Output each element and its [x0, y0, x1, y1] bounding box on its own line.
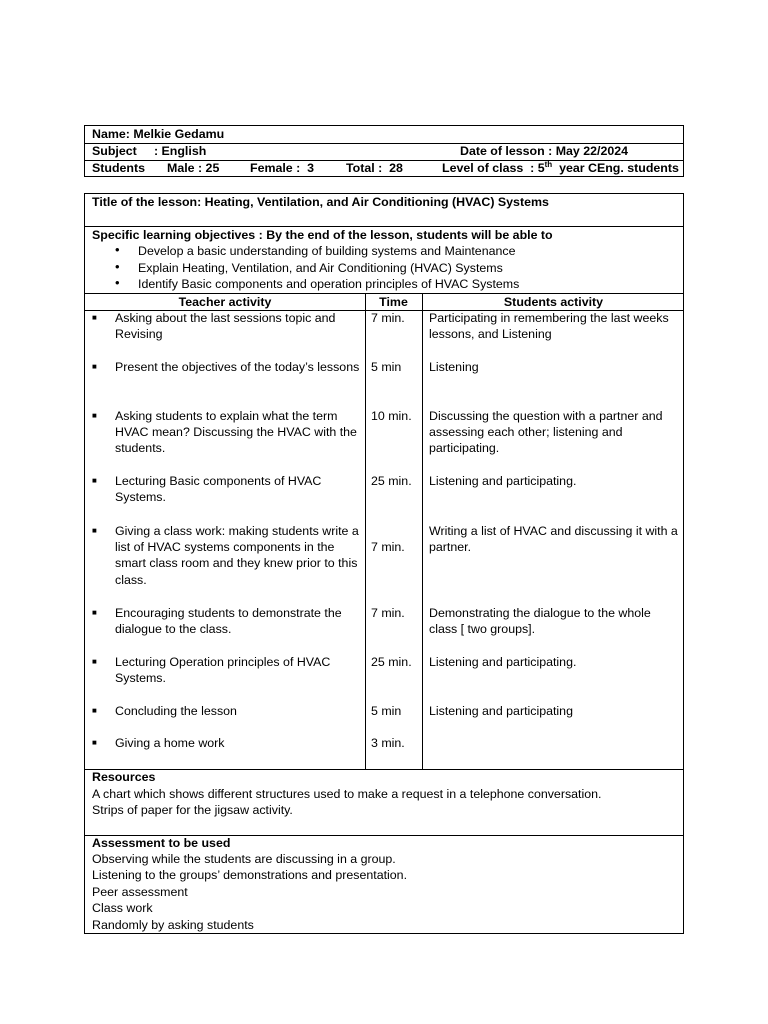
- assessment-item: Peer assessment: [92, 885, 188, 899]
- level-of-class: [442, 160, 679, 177]
- level-suffix: year CEng. students: [552, 161, 679, 175]
- assessment-item: Listening to the groups’ demonstrations and presentation.: [92, 868, 408, 882]
- teacher-activity-header: Teacher activity: [178, 295, 272, 309]
- time-cell: 25 min.: [371, 655, 412, 669]
- objective-item: Explain Heating, Ventilation, and Air Conditioning (HVAC) Systems: [138, 261, 503, 275]
- time-cell: 3 min.: [371, 736, 405, 750]
- header-row-students: [85, 160, 683, 177]
- date-of-lesson: Date of lesson : May 22/2024: [460, 144, 629, 158]
- students-activity-cell: Listening: [429, 360, 479, 374]
- time-cell: 10 min.: [371, 409, 412, 423]
- column-divider: [422, 293, 423, 769]
- square-bullet-icon: ■: [92, 411, 97, 420]
- level-prefix: Level of class : 5: [442, 161, 545, 175]
- students-activity-cell: Listening and participating: [429, 704, 573, 718]
- objective-item: Develop a basic understanding of building systems and Maintenance: [138, 244, 516, 258]
- assessment-item: Randomly by asking students: [92, 918, 254, 932]
- subject-label: Subject : English: [92, 144, 207, 158]
- header-row-subject: [85, 143, 683, 160]
- square-bullet-icon: ■: [92, 657, 97, 666]
- square-bullet-icon: ■: [92, 738, 97, 747]
- female-count: Female : 3: [250, 161, 315, 175]
- time-cell: 7 min.: [371, 540, 405, 554]
- square-bullet-icon: ■: [92, 706, 97, 715]
- resources-heading: Resources: [92, 770, 156, 784]
- teacher-activity-cell: Concluding the lesson: [115, 704, 237, 718]
- teacher-activity-cell: Present the objectives of the today’s lessons: [115, 360, 360, 374]
- square-bullet-icon: ■: [92, 476, 97, 485]
- teacher-activity-cell: Lecturing Operation principles of HVAC Systems.: [115, 655, 331, 686]
- teacher-activity-cell: Lecturing Basic components of HVAC Systems.: [115, 474, 322, 505]
- students-activity-cell: Demonstrating the dialogue to the whole class [ two groups].: [429, 606, 651, 637]
- lesson-header-box: [84, 125, 684, 177]
- students-activity-cell: Listening and participating.: [429, 655, 577, 669]
- assessment-heading: Assessment to be used: [92, 836, 231, 850]
- total-count: Total : 28: [346, 161, 403, 175]
- time-cell: 7 min.: [371, 606, 405, 620]
- square-bullet-icon: ■: [92, 313, 97, 322]
- time-cell: 5 min: [371, 704, 402, 718]
- square-bullet-icon: ■: [92, 362, 97, 371]
- teacher-activity-cell: Asking students to explain what the term HVAC mean? Discussing the HVAC with the students.: [115, 409, 357, 456]
- students-label: Students: [92, 161, 146, 175]
- assessment-item: Observing while the students are discussing in a group.: [92, 852, 396, 866]
- bullet-icon: •: [115, 259, 120, 274]
- header-row-name: [85, 126, 683, 143]
- level-superscript: th: [544, 159, 553, 169]
- objective-item: Identify Basic components and operation principles of HVAC Systems: [138, 277, 520, 291]
- column-divider: [365, 293, 366, 769]
- teacher-activity-cell: Giving a class work: making students write a list of HVAC systems components in the smart class room and they knew prior to this class.: [115, 524, 359, 587]
- lesson-title: Title of the lesson: Heating, Ventilation, and Air Conditioning (HVAC) Systems: [92, 195, 549, 209]
- students-activity-header: Students activity: [503, 295, 604, 309]
- assessment-item: Class work: [92, 901, 153, 915]
- students-activity-cell: Listening and participating.: [429, 474, 577, 488]
- teacher-activity-cell: Encouraging students to demonstrate the dialogue to the class.: [115, 606, 342, 637]
- teacher-activity-cell: Asking about the last sessions topic and Revising: [115, 311, 336, 342]
- square-bullet-icon: ■: [92, 526, 97, 535]
- resource-item: Strips of paper for the jigsaw activity.: [92, 803, 293, 817]
- teacher-name: Name: Melkie Gedamu: [92, 127, 225, 141]
- square-bullet-icon: ■: [92, 608, 97, 617]
- bullet-icon: •: [115, 275, 120, 290]
- students-activity-cell: Writing a list of HVAC and discussing it with a partner.: [429, 524, 678, 555]
- students-activity-cell: Participating in remembering the last weeks lessons, and Listening: [429, 311, 669, 342]
- section-divider: [85, 769, 683, 770]
- students-activity-cell: Discussing the question with a partner and assessing each other; listening and participating.: [429, 409, 663, 456]
- time-cell: 25 min.: [371, 474, 412, 488]
- bullet-icon: •: [115, 242, 120, 257]
- lesson-plan-box: [84, 193, 684, 934]
- teacher-activity-cell: Giving a home work: [115, 736, 225, 750]
- objectives-heading: Specific learning objectives : By the end of the lesson, students will be able to: [92, 228, 553, 242]
- resource-item: A chart which shows different structures used to make a request in a telephone conversation.: [92, 787, 602, 801]
- time-cell: 7 min.: [371, 311, 405, 325]
- time-cell: 5 min: [371, 360, 402, 374]
- time-header: Time: [379, 295, 408, 309]
- male-count: Male : 25: [167, 161, 220, 175]
